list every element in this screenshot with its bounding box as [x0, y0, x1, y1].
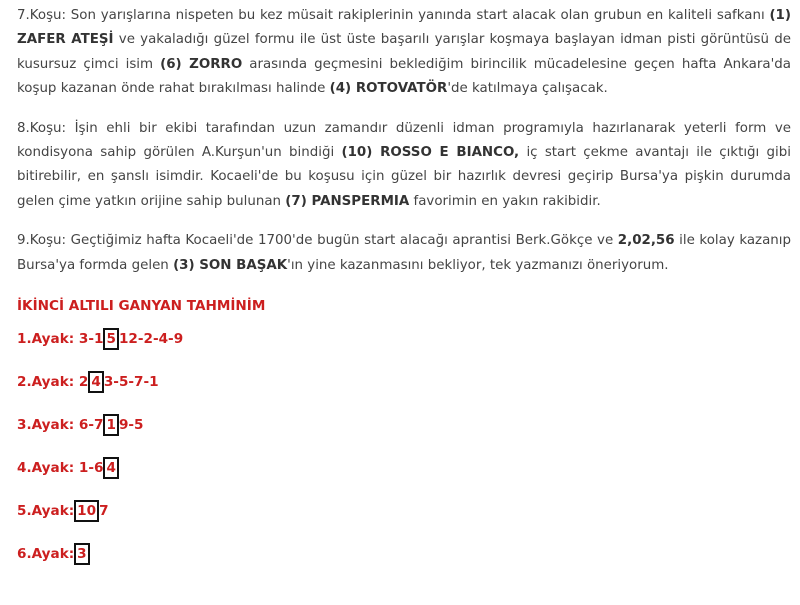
leg-suffix: 12-2-4-9: [118, 331, 184, 348]
banker-pick: 10: [74, 500, 99, 522]
leg-line: [17, 414, 791, 436]
horse-name: (7) PANSPERMIA: [285, 193, 410, 209]
leg-line: [17, 328, 791, 350]
banker-pick: 4: [88, 371, 103, 393]
paragraph-text: arasında geçmesini beklediğim birincilik mücadelesine geçen hafta Ankara'da koşup kazanan önde rahat bırakılması halinde: [17, 56, 791, 97]
horse-name: (1) ZAFER ATEŞİ: [17, 8, 791, 48]
article-content: [17, 4, 791, 586]
paragraph-text: iç start çekme avantajı ile çıktığı gibi bitirebilir, en şanslı isimdir. Kocaeli'de bu koşusu için güzel bir hazırlık devresi geçirip Bursa'ya pişkin durumda gelen çime yatkın orijine sahip bulunan: [17, 145, 791, 209]
leg-prefix: 2.Ayak: 2: [17, 374, 89, 391]
leg-line: [17, 543, 791, 565]
paragraph-text: 7.Koşu: Son yarışlarına nispeten bu kez müsait rakiplerinin yanında start alacak olan grubun en kaliteli safkanı: [17, 8, 770, 23]
leg-suffix: 7: [99, 503, 109, 520]
paragraph-text: favorimin en yakın rakibidir.: [409, 193, 601, 209]
section-heading: İKİNCİ ALTILI GANYAN TAHMİNİM: [17, 298, 266, 315]
race-paragraph: [17, 4, 791, 102]
paragraph-text: 'de katılmaya çalışacak.: [447, 81, 608, 97]
leg-prefix: 4.Ayak: 1-6: [17, 460, 104, 477]
banker-pick: 5: [103, 328, 118, 350]
paragraph-text: 8.Koşu: İşin ehli bir ekibi tarafından uzun zamandır düzenli idman programıyla hazırlanarak yeterli form ve kondisyona sahip görülen A.Kurşun'un bindiği: [17, 120, 791, 161]
horse-name: (4) ROTOVATÖR: [329, 81, 448, 97]
race-paragraph: [17, 229, 791, 278]
leg-line: [17, 500, 791, 522]
leg-list: [17, 328, 791, 565]
leg-prefix: 1.Ayak: 3-1: [17, 331, 104, 348]
paragraph-text: ve yakaladığı güzel formu ile üst üste başarılı yarışlar koşmaya başlayan idman pisti görüntüsü de kusursuz çimci isim: [17, 32, 791, 72]
horse-name: (6) ZORRO: [160, 56, 243, 72]
leg-prefix: 3.Ayak: 6-7: [17, 417, 104, 434]
horse-name: (10) ROSSO E BIANCO,: [341, 145, 520, 161]
race-paragraph: [17, 117, 791, 215]
paragraph-text: 9.Koşu: Geçtiğimiz hafta Kocaeli'de 1700'de bugün start alacağı aprantisi Berk.Gökçe ve: [17, 233, 618, 249]
leg-line: [17, 371, 791, 393]
paragraph-text: ile kolay kazanıp Bursa'ya formda gelen: [17, 233, 792, 273]
prediction-paragraphs: [17, 4, 791, 278]
banker-pick: 1: [103, 414, 118, 436]
horse-name: 2,02,56: [617, 233, 675, 249]
leg-suffix: 9-5: [118, 417, 144, 434]
leg-suffix: 3-5-7-1: [103, 374, 159, 391]
banker-pick: 3: [74, 543, 89, 565]
leg-prefix: 5.Ayak:: [17, 503, 75, 520]
banker-pick: 4: [103, 457, 118, 479]
leg-prefix: 6.Ayak:: [17, 546, 75, 563]
paragraph-text: 'ın yine kazanmasını bekliyor, tek yazmanızı öneriyorum.: [287, 257, 669, 273]
leg-line: [17, 457, 791, 479]
horse-name: (3) SON BAŞAK: [173, 257, 288, 273]
